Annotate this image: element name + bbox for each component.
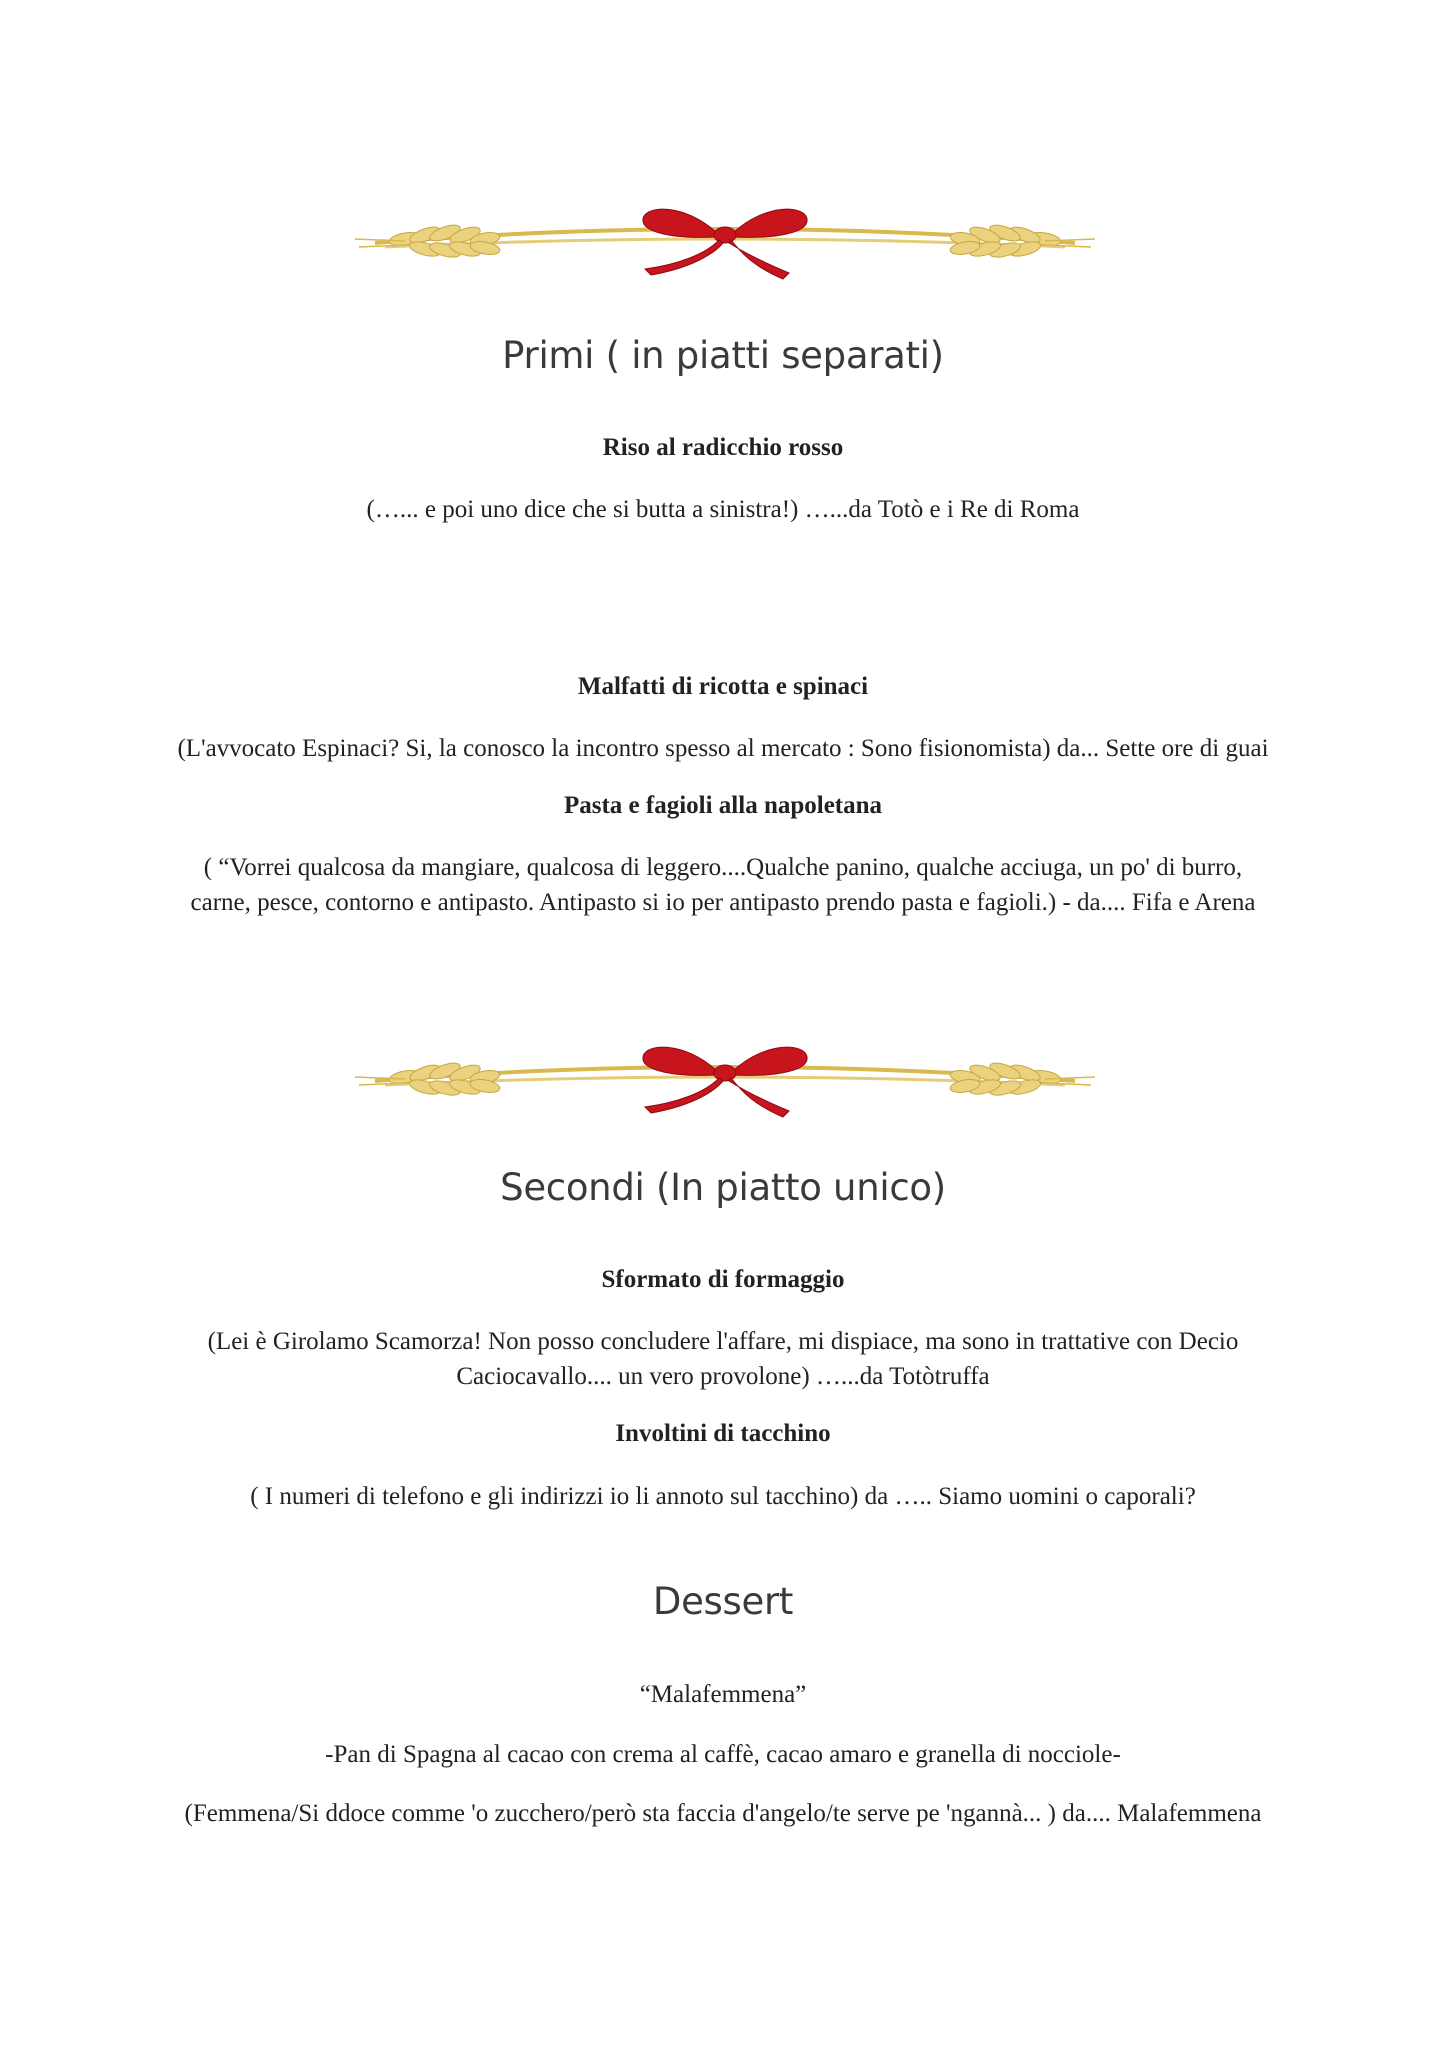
quote-line: carne, pesce, contorno e antipasto. Antipasto si io per antipasto prendo pasta e fagioli.) - da.... Fifa e Arena [190,889,1256,916]
quote-line: Caciocavallo.... un vero provolone) …...da Totòtruffa [456,1363,990,1390]
dish-quote [0,1324,1446,1394]
dish-quote [0,731,1446,766]
dessert-name: “Malafemmena” [639,1681,807,1708]
quote-line: (L'avvocato Espinaci? Si, la conosco la incontro spesso al mercato : Sono fisionomista) da... Sette ore di guai [177,735,1269,762]
quote-line: ( “Vorrei qualcosa da mangiare, qualcosa di leggero....Qualche panino, qualche acciuga, un po' di burro, [203,854,1243,881]
quote-line: (…... e poi uno dice che si butta a sinistra!) …...da Totò e i Re di Roma [366,496,1080,523]
section-heading-dessert: Dessert [652,1580,794,1623]
dish-quote [0,1479,1446,1514]
wheat-bow-ornament-icon [345,195,1105,285]
quote-line: ( I numeri di telefono e gli indirizzi io li annoto sul tacchino) da ….. Siamo uomini o caporali? [250,1483,1196,1510]
dish-name: Involtini di tacchino [615,1420,831,1447]
dish-name: Pasta e fagioli alla napoletana [563,792,883,819]
section-heading-secondi: Secondi (In piatto unico) [500,1166,946,1209]
dish-quote [0,492,1446,527]
quote-line: (Lei è Girolamo Scamorza! Non posso concludere l'affare, mi dispiace, ma sono in trattative con Decio [207,1328,1239,1355]
dish-name: Riso al radicchio rosso [602,434,844,461]
dish-name: Sformato di formaggio [601,1266,845,1293]
wheat-bow-ornament-icon [345,1033,1105,1123]
dish-name: Malfatti di ricotta e spinaci [577,673,869,700]
dessert-quote: (Femmena/Si ddoce comme 'o zucchero/però sta faccia d'angelo/te serve pe 'ngannà... ) da.... Malafemmena [184,1800,1262,1827]
red-bow-icon [643,209,807,279]
dessert-description: -Pan di Spagna al cacao con crema al caffè, cacao amaro e granella di nocciole- [325,1741,1121,1768]
section-heading-primi: Primi ( in piatti separati) [502,334,944,377]
dish-quote [0,850,1446,920]
red-bow-icon [643,1047,807,1117]
